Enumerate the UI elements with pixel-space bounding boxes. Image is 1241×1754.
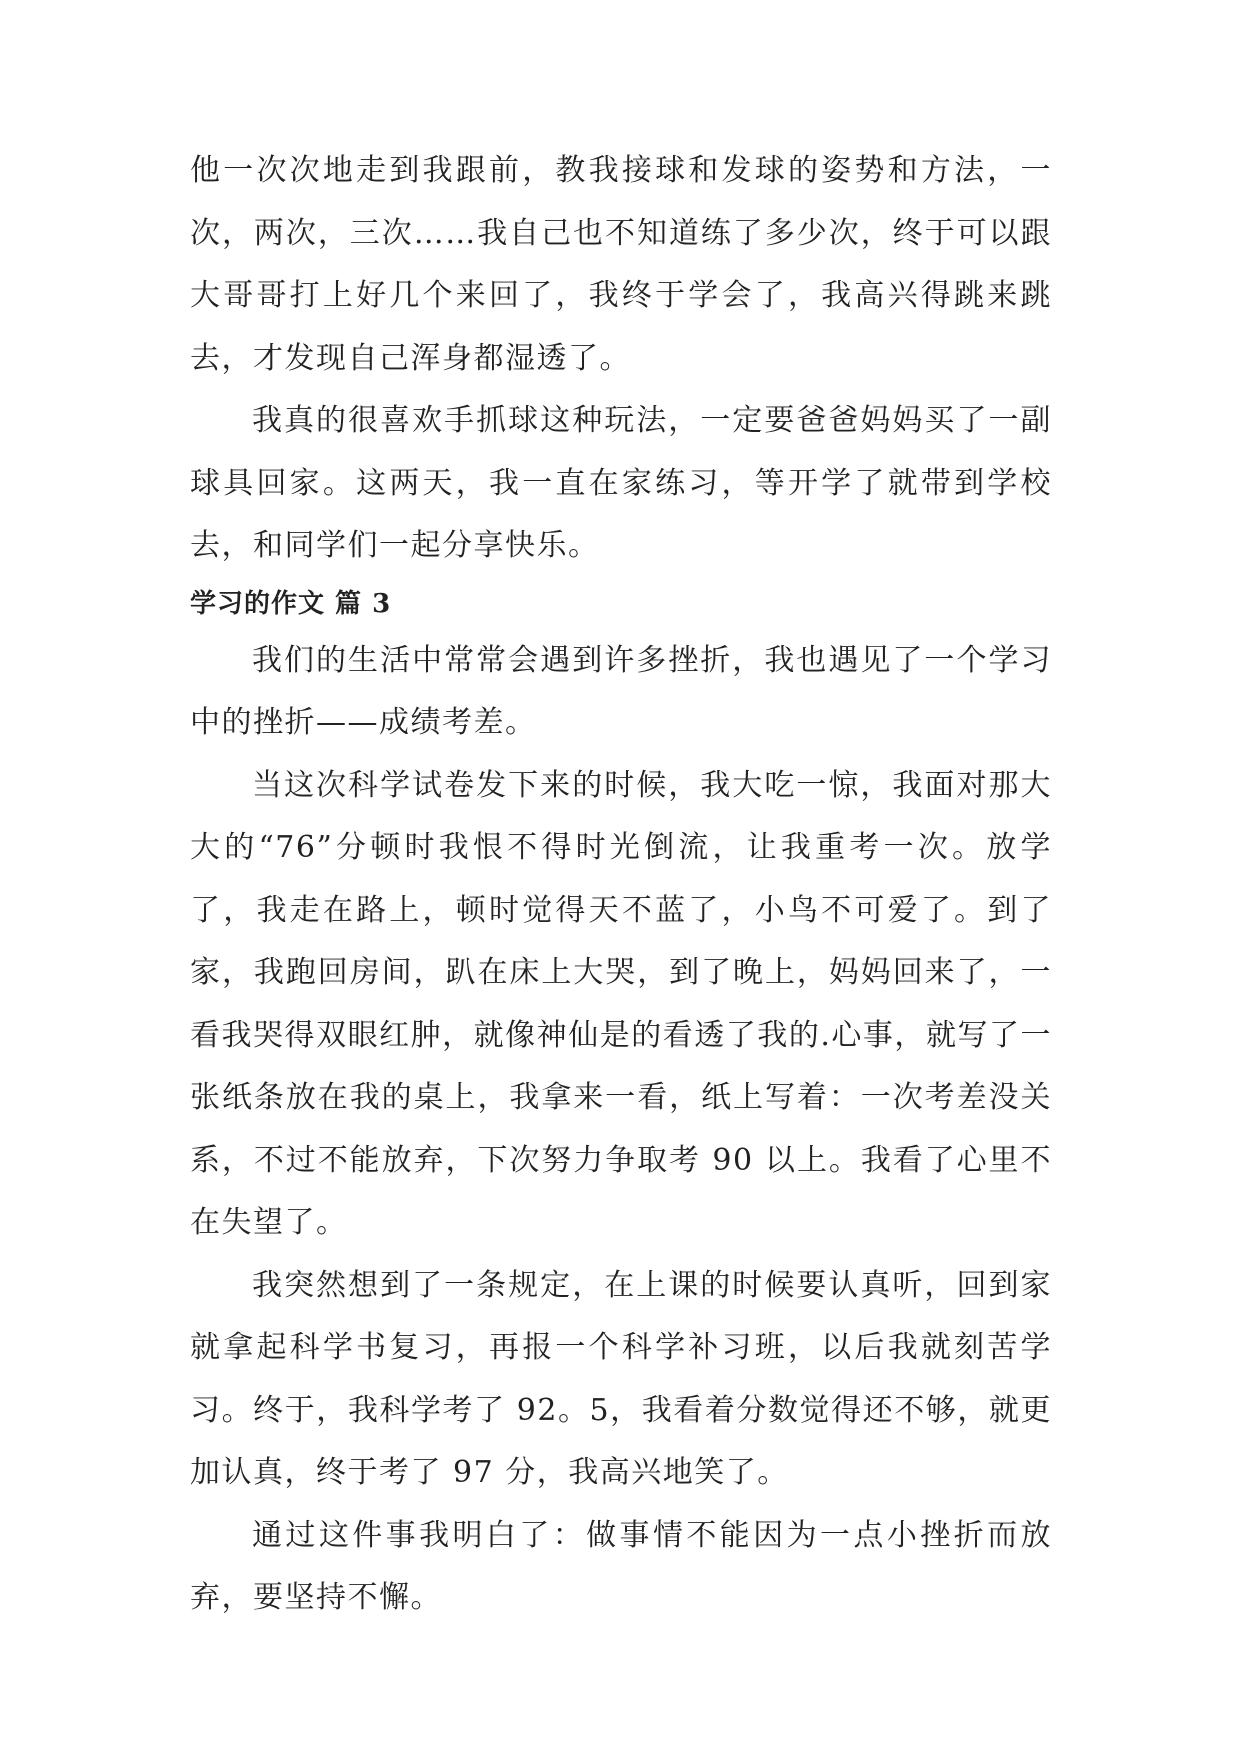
- paragraph-intro: 我们的生活中常常会遇到许多挫折，我也遇见了一个学习中的挫折——成绩考差。: [190, 642, 1052, 740]
- paragraph-study: 我突然想到了一条规定，在上课的时候要认真听，回到家就拿起科学书复习，再报一个科学补习班，以后我就刻苦学习。终于，我科学考了 92。5，我看着分数觉得还不够，就更加认真，终于考了 97 分，我高兴地笑了。: [190, 1267, 1052, 1490]
- paragraph-conclusion: 通过这件事我明白了：做事情不能因为一点小挫折而放弃，要坚持不懈。: [190, 1517, 1052, 1615]
- section-heading: 学习的作文 篇 3: [190, 588, 392, 619]
- paragraph-practice: 他一次次地走到我跟前，教我接球和发球的姿势和方法，一次，两次，三次……我自己也不知道练了多少次，终于可以跟大哥哥打上好几个来回了，我终于学会了，我高兴得跳来跳去，才发现自己浑身都湿透了。: [190, 153, 1052, 376]
- paragraph-exam: 当这次科学试卷发下来的时候，我大吃一惊，我面对那大大的“76”分顿时我恨不得时光倒流，让我重考一次。放学了，我走在路上，顿时觉得天不蓝了，小鸟不可爱了。到了家，我跑回房间，趴在床上大哭，到了晚上，妈妈回来了，一看我哭得双眼红肿，就像神仙是的看透了我的.心事，就写了一张纸条放在我的桌上，我拿来一看，纸上写着：一次考差没关系，不过不能放弃，下次努力争取考 90 以上。我看了心里不在失望了。: [190, 767, 1052, 1240]
- document-page: [190, 140, 1052, 1630]
- paragraph-enjoy: 我真的很喜欢手抓球这种玩法，一定要爸爸妈妈买了一副球具回家。这两天，我一直在家练习，等开学了就带到学校去，和同学们一起分享快乐。: [190, 403, 1052, 563]
